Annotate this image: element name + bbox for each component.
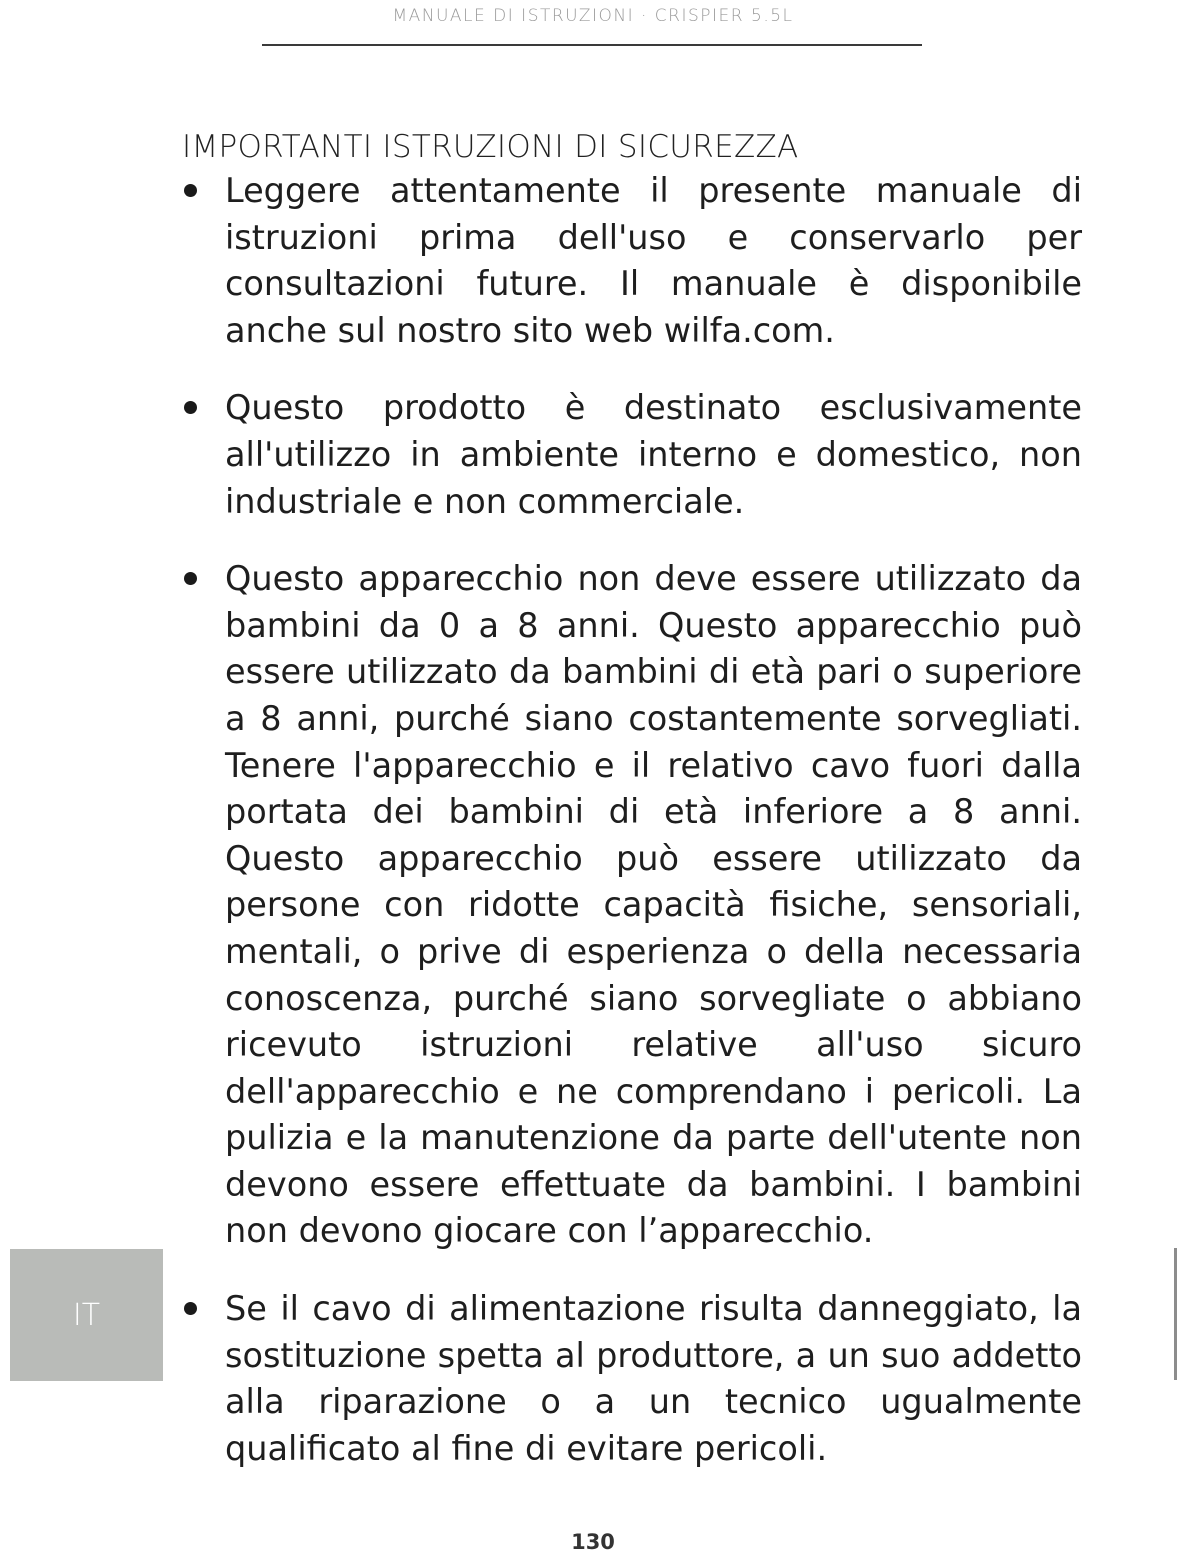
list-item: [182, 556, 1082, 1255]
bullet-icon: [184, 1302, 197, 1315]
bullet-icon: [184, 401, 197, 414]
list-item: [182, 385, 1082, 525]
language-tab: [10, 1249, 163, 1381]
running-header: MANUALE DI ISTRUZIONI · CRISPIER 5.5L: [392, 6, 794, 26]
list-item: [182, 1286, 1082, 1472]
list-item-text: Leggere attentamente il presente manuale di istruzioni prima dell'uso e conservarlo per consultazioni future. Il manuale è disponibile anche sul nostro sito web wilfa.com.: [225, 171, 1082, 350]
page-number: 130: [571, 1530, 615, 1554]
safety-instructions-list: [182, 168, 1082, 1472]
header-divider: [262, 44, 922, 46]
bullet-icon: [184, 184, 197, 197]
language-tab-label: IT: [72, 1297, 101, 1333]
list-item-text: Se il cavo di alimentazione risulta danneggiato, la sostituzione spetta al produttore, a un suo addetto alla riparazione o a un tecnico ugualmente qualificato al fine di evitare pericoli.: [225, 1289, 1082, 1468]
list-item-text: Questo apparecchio non deve essere utilizzato da bambini da 0 a 8 anni. Questo apparecchio può essere utilizzato da bambini di età pari o superiore a 8 anni, purché siano costantemente sorvegliati. Tenere l'apparecchio e il relativo cavo fuori dalla portata dei bambini di età inferiore a 8 anni. Questo apparecchio può essere utilizzato da persone con ridotte capacità fisiche, sensoriali, mentali, o prive di esperienza o della necessaria conoscenza, purché siano sorvegliate o abbiano ricevuto istruzioni relative all'uso sicuro dell'apparecchio e ne comprendano i pericoli. La pulizia e la manutenzione da parte dell'utente non devono essere effettuate da bambini. I bambini non devono giocare con l’apparecchio.: [225, 559, 1082, 1251]
page-edge-marker: [1174, 1248, 1177, 1380]
bullet-icon: [184, 572, 197, 585]
list-item-text: Questo prodotto è destinato esclusivamente all'utilizzo in ambiente interno e domestico, non industriale e non commerciale.: [225, 388, 1082, 521]
section-title: IMPORTANTI ISTRUZIONI DI SICUREZZA: [182, 128, 799, 165]
list-item: [182, 168, 1082, 354]
